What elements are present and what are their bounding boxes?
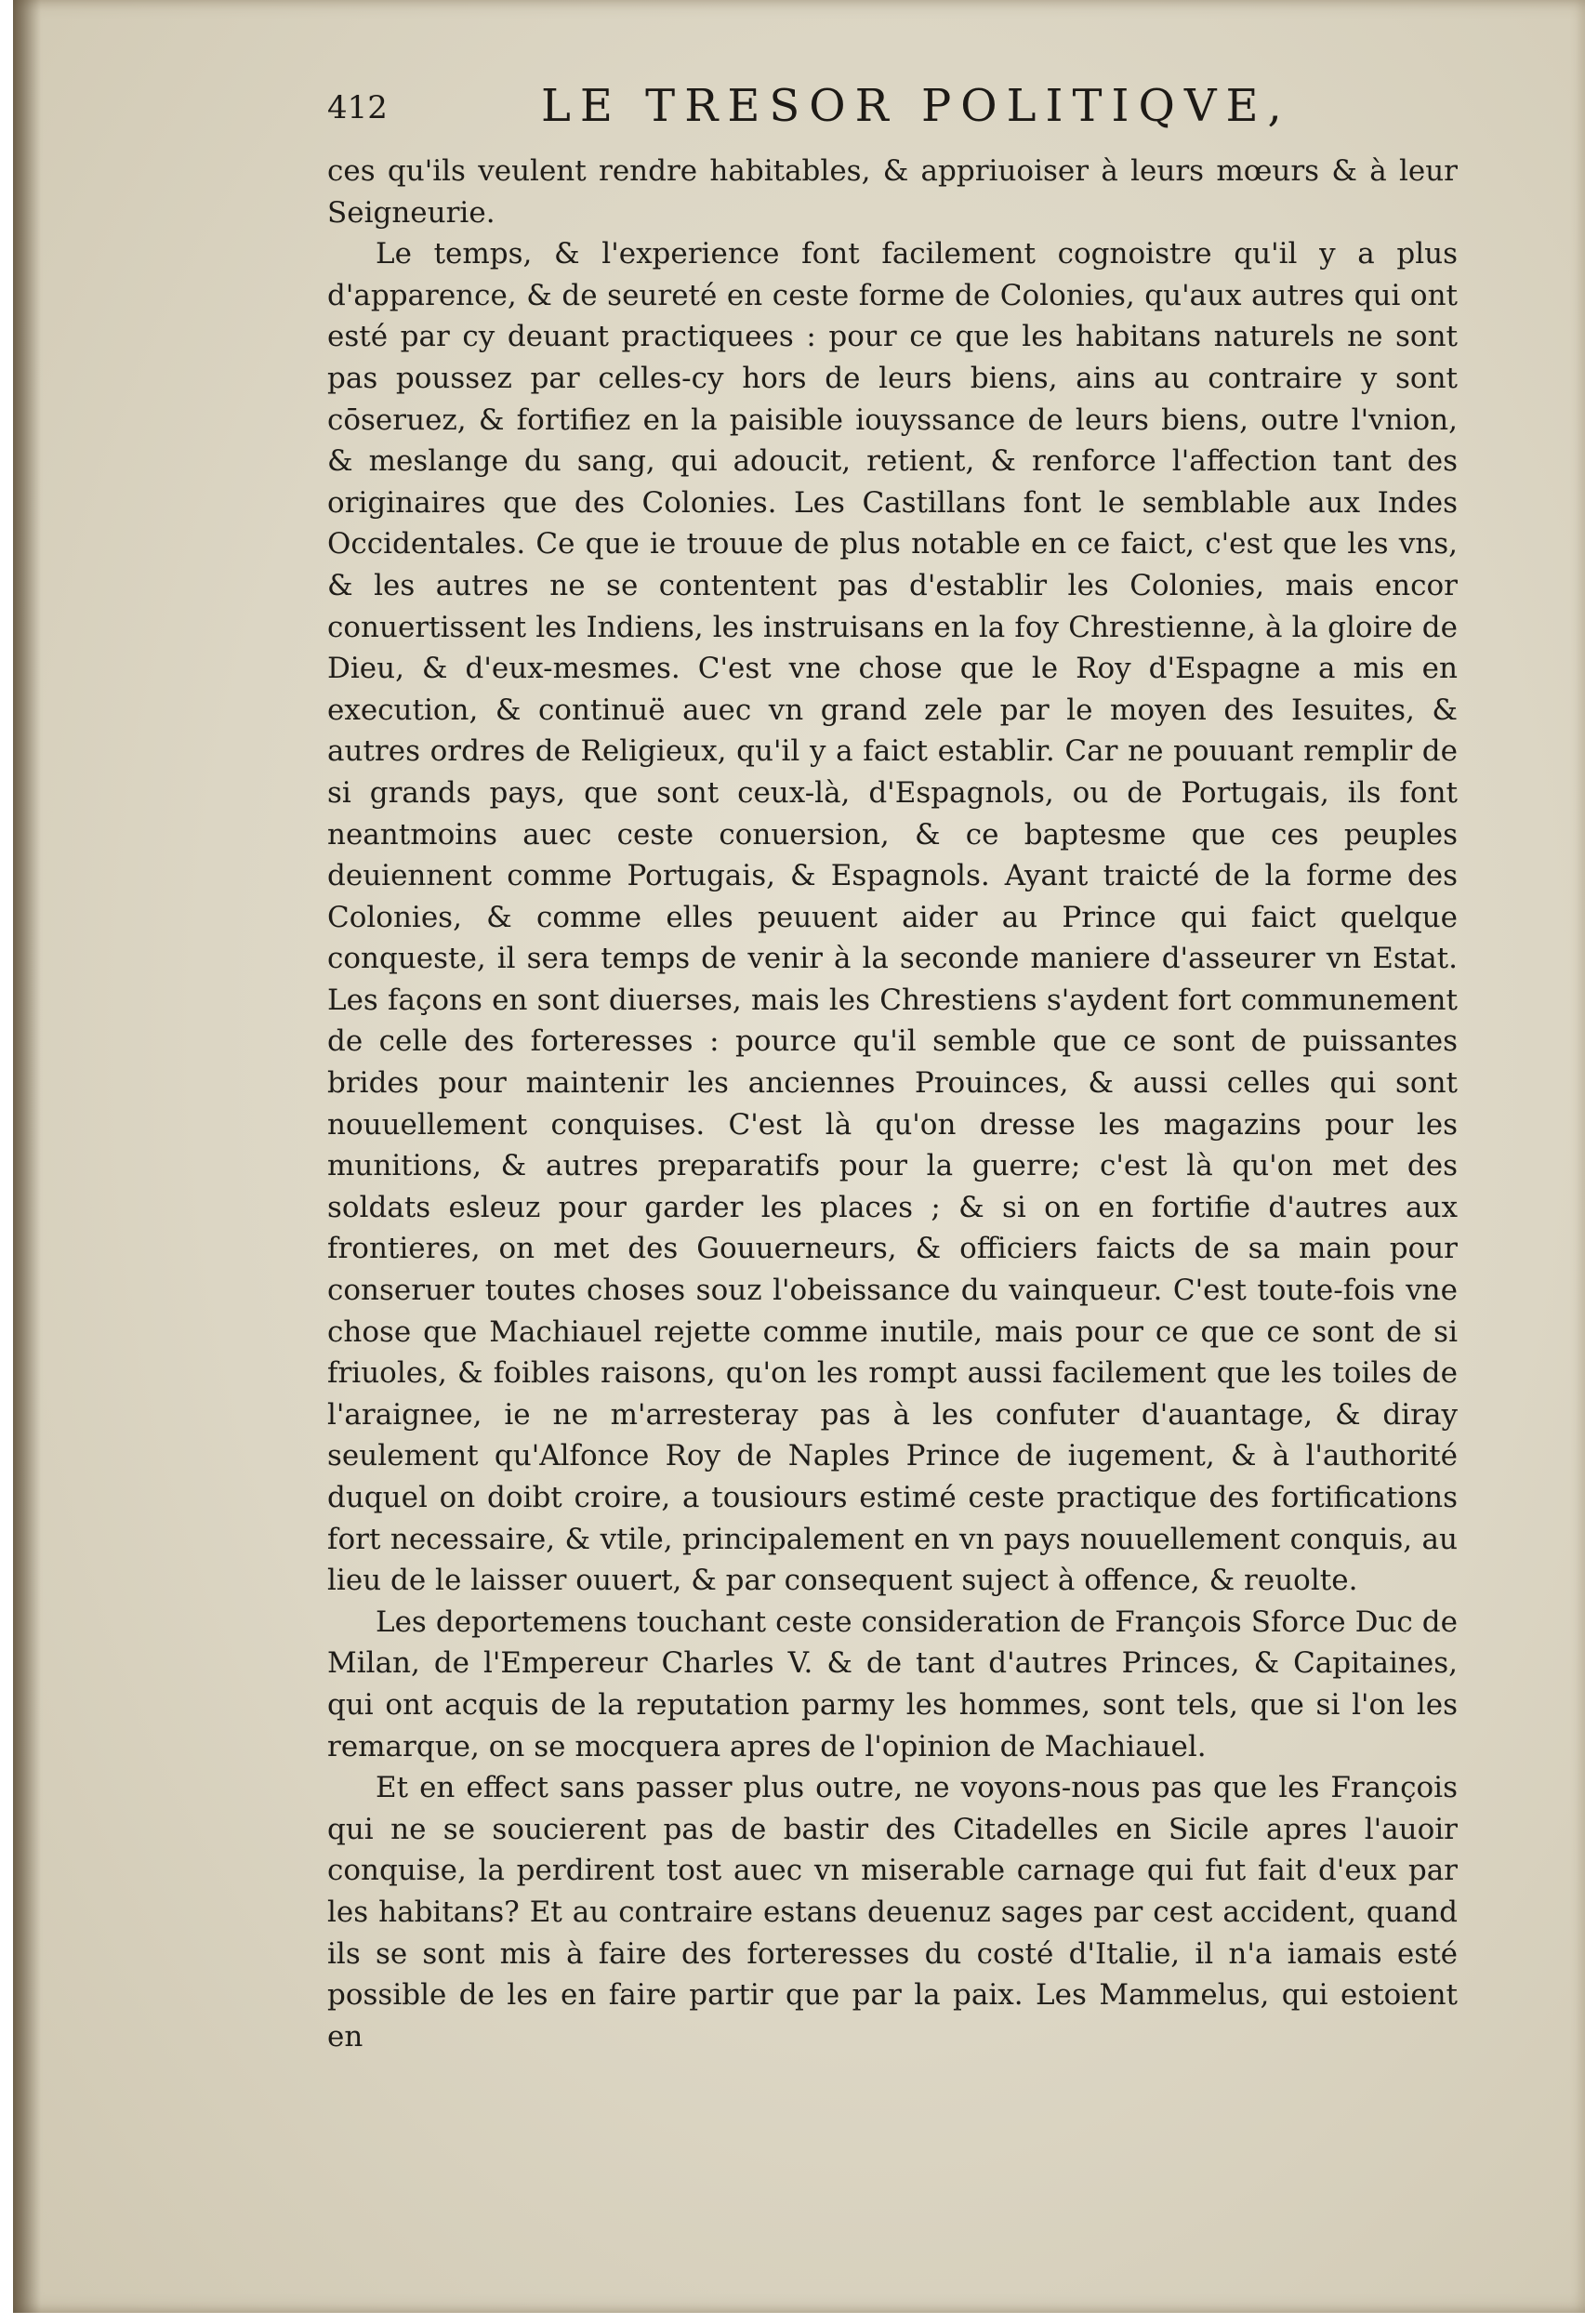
page-number: 412 <box>327 89 388 126</box>
paragraph: Le temps, & l'experience font facilement cognoistre qu'il y a plus d'apparence, & de seureté en ceste forme de Colonies, qu'aux autres qui ont esté par cy deuant practiquees : pour ce que les habitans naturels ne sont pas poussez par celles-cy hors de leurs biens, ains au contraire y sont cōseruez, & fortifiez en la paisible iouyssance de leurs biens, outre l'vnion, & meslange du sang, qui adoucit, retient, & renforce l'affection tant des originaires que des Colonies. Les Castillans font le semblable aux Indes Occidentales. Ce que ie trouue de plus notable en ce faict, c'est que les vns, & les autres ne se contentent pas d'establir les Colonies, mais encor conuertissent les Indiens, les instruisans en la foy Chrestienne, à la gloire de Dieu, & d'eux-mesmes. C'est vne chose que le Roy d'Espagne a mis en execution, & continuë auec vn grand zele par le moyen des Iesuites, & autres ordres de Religieux, qu'il y a faict establir. Car ne pouuant remplir de si grands pays, que sont ceux-là, d'Espagnols, ou de Portugais, ils font neantmoins auec ceste conuersion, & ce baptesme que ces peuples deuiennent comme Portugais, & Espagnols. Ayant traicté de la forme des Colonies, & comme elles peuuent aider au Prince qui faict quelque conqueste, il sera temps de venir à la seconde maniere d'asseurer vn Estat. Les façons en sont diuerses, mais les Chrestiens s'aydent fort communement de celle des forteresses : pource qu'il semble que ce sont de puissantes brides pour maintenir les anciennes Prouinces, & aussi celles qui sont nouuellement conquises. C'est là qu'on dresse les magazins pour les munitions, & autres preparatifs pour la guerre; c'est là qu'on met des soldats esleuz pour garder les places ; & si on en fortifie d'autres aux frontieres, on met des Gouuerneurs, & officiers faicts de sa main pour conseruer toutes choses souz l'obeissance du vainqueur. C'est toute-fois vne chose que Machiauel rejette comme inutile, mais pour ce que ce sont de si friuoles, & foibles raisons, qu'on les rompt aussi facilement que les toiles de l'araignee, ie ne m'arresteray pas à les confuter d'auantage, & diray seulement qu'Alfonce Roy de Naples Prince de iugement, & à l'authorité duquel on doibt croire, a tousiours estimé ceste practique des fortifications fort necessaire, & vtile, principalement en vn pays nouuellement conquis, au lieu de le laisser ouuert, & par consequent suject à offence, & reuolte. <box>327 237 1458 1598</box>
body-text <box>327 151 1458 2057</box>
paragraph-continuation: ces qu'ils veulent rendre habitables, & appriuoiser à leurs mœurs & à leur Seigneurie. <box>327 154 1458 230</box>
paragraph: Les deportemens touchant ceste consideration de François Sforce Duc de Milan, de l'Empereur Charles V. & de tant d'autres Princes, & Capitaines, qui ont acquis de la reputation parmy les hommes, sont tels, que si l'on les remarque, on se mocquera apres de l'opinion de Machiauel. <box>327 1604 1458 1763</box>
paragraph: Et en effect sans passer plus outre, ne voyons-nous pas que les François qui ne se soucierent pas de bastir des Citadelles en Sicile apres l'auoir conquise, la perdirent tost auec vn miserable carnage qui fut fait d'eux par les habitans? Et au contraire estans deuenuz sages par cest accident, quand ils se sont mis à faire des forteresses du costé d'Italie, il n'a iamais esté possible de les en faire partir que par la paix. Les Mammelus, qui estoient en <box>327 1771 1458 2053</box>
running-title: LE TRESOR POLITIQVE, <box>541 80 1291 132</box>
gutter-shadow <box>13 0 41 2313</box>
